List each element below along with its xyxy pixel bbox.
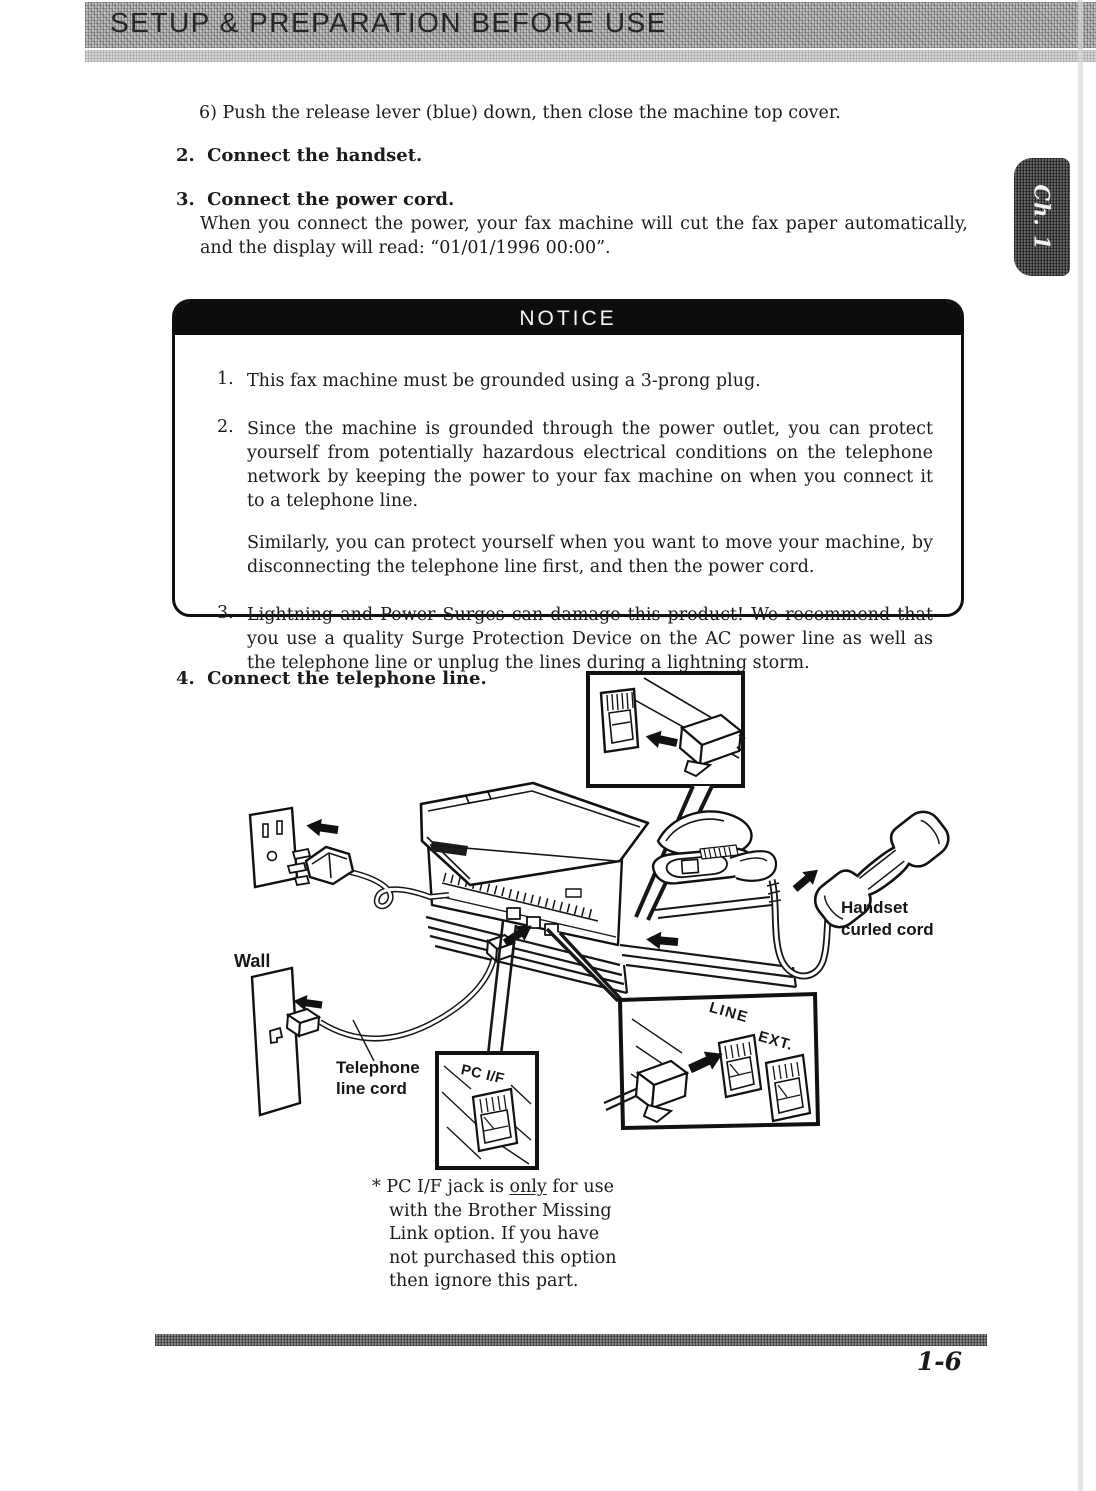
notice-title-bar: [175, 302, 961, 335]
step-4-title: Connect the telephone line.: [207, 668, 487, 689]
notice-items: [175, 335, 961, 675]
chapter-tab-label: Ch. 1: [1029, 183, 1055, 251]
line-label: LINE: [707, 999, 751, 1027]
chapter-tab: [1014, 158, 1070, 276]
step-6-text: 6) Push the release lever (blue) down, then close the machine top cover.: [199, 103, 841, 123]
notice-item-2: 2. Since the machine is grounded through the power outlet, you can protect yourself from potentially hazardous electrical conditions on the telephone network by keeping the power to your fax machine on when you connect it to a telephone line.: [217, 417, 933, 511]
step-2-heading: [176, 145, 422, 166]
base-arrow-icon: [645, 930, 678, 950]
notice-item-1: 1. This fax machine must be grounded using a 3-prong plug.: [217, 369, 761, 391]
footnote-marker: *: [372, 1177, 381, 1197]
telephone-line-cord-label: Telephone line cord: [336, 1058, 420, 1098]
rj11-jack-icon: [601, 689, 638, 752]
pcif-footnote: * PC I/F jack is only for use with the Brother Missing Link option. If you have not purchased this option then ignore this part.: [372, 1177, 617, 1291]
step-3-title: Connect the power cord.: [207, 189, 455, 210]
step-2-number: 2.: [176, 145, 195, 166]
handset-curled-cord-label: Handset curled cord: [841, 898, 934, 939]
scan-edge-artifact: [1078, 0, 1083, 1491]
connection-diagram: [230, 665, 1010, 1225]
line-jack-icon: [719, 1035, 761, 1097]
step-3-number: 3.: [176, 189, 195, 210]
footer-rule: [155, 1334, 987, 1346]
pc-if-label: PC I/F: [459, 1062, 506, 1088]
ext-label: EXT.: [756, 1028, 796, 1055]
ext-jack-icon: [766, 1055, 810, 1121]
page-title: SETUP & PREPARATION BEFORE USE: [110, 7, 667, 38]
power-plug-illustration: [288, 847, 449, 906]
wall-label: Wall: [234, 951, 271, 971]
cradle-hook-arm: [730, 851, 776, 881]
page-number: 1-6: [916, 1347, 962, 1376]
notice-title: NOTICE: [519, 306, 617, 330]
footnote-underlined-word: only: [509, 1177, 547, 1197]
header-banner-understripe: [85, 50, 1096, 62]
step-4-number: 4.: [176, 668, 195, 689]
phone-jack-inset: [588, 673, 745, 786]
step-3-heading: [176, 189, 454, 210]
step-2-title: Connect the handset.: [207, 145, 423, 166]
notice-item-3: 3. Lightning and Power Surges can damage this product! We recommend that you use a quality Surge Protection Device on the AC power line as well as the telephone line or unplug the lines during a lightning storm.: [217, 603, 933, 673]
notice-box: [172, 299, 964, 673]
fax-machine-illustration: [421, 783, 796, 993]
notice-item-2-continued: Similarly, you can protect yourself when you want to move your machine, by disconnecting the telephone line first, and then the power cord.: [247, 533, 933, 577]
step-3-body: When you connect the power, your fax machine will cut the fax paper automatically, and the display will read: “01/01/1996 00:00”.: [200, 214, 968, 258]
power-arrow-icon: [305, 817, 339, 839]
pcif-jack-icon: [473, 1089, 517, 1151]
